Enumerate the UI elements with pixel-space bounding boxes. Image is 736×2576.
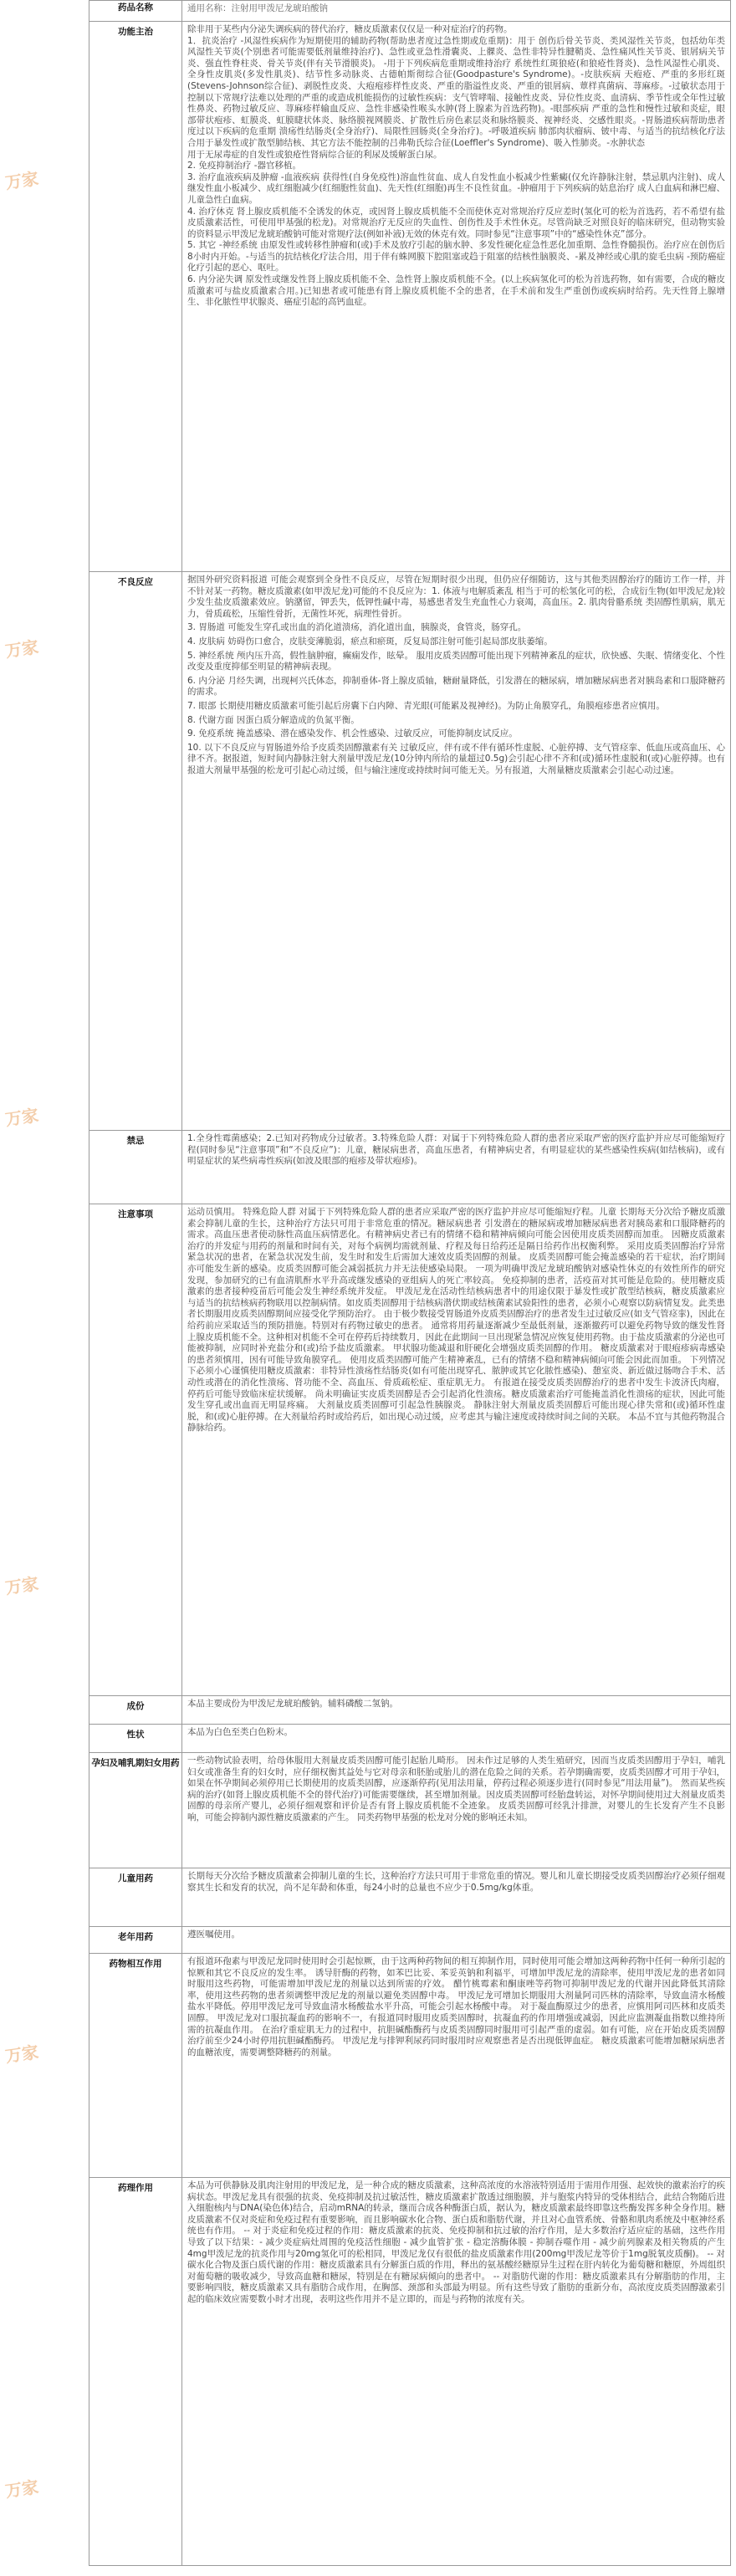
paragraph: 5. 其它 -神经系统 由原发性或转移性肿瘤和(或)手术及放疗引起的脑水肿、多发性硬化症急性恶化加重期、急性脊髓损伤。治疗应在创伤后8小时内开始。-与适当的抗结核化疗法合用，用于伴有蛛网膜下腔阻塞或趋于阻塞的结核性脑膜炎、-累及神经或心肌的旋毛虫病 -预防癌症化疗引起的恶心、呕吐。 — [187, 240, 725, 273]
paragraph: 3. 胃肠道 可能发生穿孔或出血的消化道溃疡，消化道出血，胰腺炎，食管炎，肠穿孔。 — [187, 622, 527, 633]
row-label: 性状 — [89, 1725, 182, 1753]
row-pregnancy — [89, 1753, 731, 1868]
brand-watermark: 万家 — [4, 1107, 40, 1130]
paragraph: 4. 治疗休克 肾上腺皮质机能不全诱发的休克，或因肾上腺皮质机能不全而使休克对常规治疗反应差时(氢化可的松为首选药，若不希望有盐皮质激素活性，可使用甲基强的松龙)。对常规治疗无反应的失血性、创伤性及手术性休克。尽管尚缺乏对照良好的临床研究，但动物实验的资料显示甲泼尼龙琥珀酸钠可能对常规疗法(例如补液)无效的休克有效。同时参见“注意事项”中的“感染性休克”部分。 — [187, 206, 725, 239]
paragraph: 有报道环孢素与甲泼尼龙同时使用时会引起惊厥，由于这两种药物间的相互抑制作用，同时使用可能会增加这两种药物中任何一种所引起的惊厥和其它不良反应的发生率。 诱导肝酶的药物，如苯巴比妥、苯妥英钠和利福平，可增加甲泼尼龙的清除率，使用甲泼尼龙的患者如同时服用这些药物，可能需增加甲泼尼龙的剂量以达到所需的疗效。 醋竹桃霉素和酮康唑等药物可抑制甲泼尼龙的代谢并因此降低其清除率，使用这些药物的患者须调整甲泼尼龙的剂量以避免类固醇中毒。 甲泼尼龙可增加长期服用大剂量阿司匹林的清除率，导致血清水杨酸盐水平降低。停用甲泼尼龙可导致血清水杨酸盐水平升高，可能会引起水杨酸中毒。 对于凝血酶原过少的患者，应慎用阿司匹林和皮质类固醇。 甲泼尼龙对口服抗凝血药的影响不一，有报道同时服用皮质类固醇时，抗凝血药的作用增强或减弱，因此应监测凝血指数以维持所需的抗凝血作用。 在治疗重症肌无力的过程中，抗胆碱酯酶药与皮质类固醇同时服用可引起严重的虚弱。如有可能，应在开始皮质类固醇治疗前至少24小时停用抗胆碱酯酶药。 甲泼尼龙与排钾利尿药同时服用时应观察患者是否出现低钾血症。 糖皮质激素可能增加糖尿病患者的血糖浓度，需要调整降糖药的剂量。 — [187, 1956, 725, 2057]
row-children — [89, 1868, 731, 1927]
row-label: 药物相互作用 — [89, 1954, 182, 2178]
row-composition — [89, 1696, 731, 1725]
paragraph: 2. 免疫抑制治疗 -器官移植。 — [187, 161, 301, 171]
paragraph: 6. 内分泌 月经失调，出现柯兴氏体态，抑制垂体-肾上腺皮质轴，糖耐量降低，引发潜在的糖尿病，增加糖尿病患者对胰岛素和口服降糖药的需求。 — [187, 675, 725, 698]
row-property — [89, 1725, 731, 1753]
paragraph: 一些动物试验表明，给母体服用大剂量皮质类固醇可能引起胎儿畸形。 因未作过足够的人类生殖研究，因而当皮质类固醇用于孕妇，哺乳妇女或准备生育的妇女时，应仔细权衡其益处与它对母亲和胚胎或胎儿的潜在危险之间的关系。若孕期确需要，皮质类固醇才可用于孕妇，如果在怀孕期间必须停用已长期使用的皮质类固醇，应逐渐停药(见用法用量，停药过程必须逐步进行(同时参见“用法用量”)。 然而某些疾病的治疗(如肾上腺皮质机能不全的替代治疗)可能需要继续，甚至增加剂量。因皮质类固醇可经胎盘转运，对怀孕期间使用过大剂量皮质类固醇的母亲所产婴儿，必须仔细观察和评价是否有肾上腺皮质机能不全迹象。 皮质类固醇可经乳汁排泄，对婴儿的生长发育产生不良影响，可能会抑制内源性糖皮质激素的产生。 同类药物甲基强的松龙对分娩的影响还未知。 — [187, 1756, 725, 1822]
drug-info-table — [89, 0, 731, 2566]
property-content: 本品为白色至类白色粉末。 — [182, 1725, 731, 1753]
row-label: 孕妇及哺乳期妇女用药 — [89, 1753, 182, 1868]
paragraph: 10. 以下不良反应与胃肠道外给予皮质类固醇激素有关 过敏反应，伴有或不伴有循环性虚脱、心脏停搏、支气管痉挛、低血压或高血压、心律不齐。据报道，短时间内静脉注射大剂量甲泼尼龙(10分钟内所给的量超过0.5g)会引起心律不齐和(或)循环性虚脱和(或)心脏停搏。也有报道大剂量甲基强的松龙可引起心动过缓，但与输注速度或持续时间可能无关。另有报道，大剂量糖皮质激素会引起心动过速。 — [187, 742, 725, 775]
row-precautions — [89, 1204, 731, 1696]
pregnancy-content — [182, 1753, 731, 1868]
paragraph: 长期每天分次给予糖皮质激素会抑制儿童的生长，这种治疗方法只可用于非常危重的情况。婴儿和儿童长期接受皮质类固醇治疗必须仔细观察其生长和发育的状况，尚不足年龄和体重，每24小时的总量也不应少于0.5mg/kg体重。 — [187, 1871, 725, 1893]
paragraph: 7. 眼部 长期使用糖皮质激素可能引起后房囊下白内障、青光眼(可能累及视神经)。为防止角膜穿孔，角膜疱疹患者应慎用。 — [187, 700, 665, 711]
row-label: 老年用药 — [89, 1927, 182, 1954]
precautions-content — [182, 1204, 731, 1696]
brand-watermark: 万家 — [4, 1575, 40, 1598]
paragraph: 1.全身性霉菌感染；2.已知对药物成分过敏者。3.特殊危险人群：对属于下列特殊危险人群的患者应采取严密的医疗监护并应尽可能缩短疗程(同时参见“注意事项”和“不良反应”)：儿童，糖尿病患者，高血压患者，有精神病史者，有明显症状的某些感染性疾病(如结核病)，或有明显症状的某些病毒性疾病(如波及眼部的疱疹及带状疱疹)。 — [187, 1133, 725, 1167]
paragraph: 1．抗炎治疗 -风湿性疾病作为短期使用的辅助药物(帮助患者度过急性期或危重期)：用于 创伤后骨关节炎、类风湿性关节炎，包括幼年类风湿性关节炎(个别患者可能需要低剂量维持治疗)、急性或亚急性滑囊炎、上髁炎、急性非特异性腱鞘炎、急性痛风性关节炎、银屑病关节炎、强直性脊柱炎、骨关节炎(伴有关节滑膜炎)。 -用于下列疾病危重期或维持治疗 系统性红斑狼疮(和狼疮性肾炎)、急性风湿性心肌炎、全身性皮肌炎(多发性肌炎)、结节性多动脉炎、古德帕斯彻综合征(Goodpasture's Syndrome)。-皮肤疾病 天疱疮、严重的多形红斑(Stevens-Johnson综合征)、剥脱性皮炎、大疱疱疹样性皮炎、严重的脂溢性皮炎、严重的银屑病、蕈样真菌病、荨麻疹。-过敏状态用于控制以下常规疗法难以处理的严重的或造成机能损伤的过敏性疾病：支气管哮喘、接触性皮炎、异位性皮炎、血清病、季节性或全年性过敏性鼻炎、药物过敏反应、荨麻疹样输血反应、急性非感染性喉头水肿(肾上腺素为首选药物)。-眼部疾病 严重的急性和慢性过敏和炎症，眼部带状疱疹、虹膜炎、虹膜睫状体炎、脉络膜视网膜炎、扩散性后房色素层炎和脉络膜炎、视神经炎、交感性眼炎。-胃肠道疾病帮助患者度过以下疾病的危重期 溃疡性结肠炎(全身治疗)、局限性回肠炎(全身治疗)。-呼吸道疾病 肺部肉状瘤病、铍中毒、与适当的抗结核化疗法合用于暴发性或扩散型肺结核、其它方法不能控制的吕弗勒氏综合征(Loeffler's Syndrome)、吸入性肺炎。-水肿状态 — [187, 35, 725, 148]
row-label: 功能主治 — [89, 22, 182, 572]
row-label: 成份 — [89, 1696, 182, 1725]
paragraph: 除非用于某些内分泌失调疾病的替代治疗，糖皮质激素仅仅是一种对症治疗的药物。 — [187, 24, 513, 34]
row-label: 注意事项 — [89, 1204, 182, 1696]
brand-watermark: 万家 — [4, 2043, 40, 2067]
composition-content: 本品主要成份为甲泼尼龙琥珀酸钠。辅料磷酸二氢钠。 — [182, 1696, 731, 1725]
row-adverse-reactions — [89, 572, 731, 1131]
paragraph: 8. 代谢方面 因蛋白质分解造成的负氮平衡。 — [187, 714, 360, 725]
row-label: 药品名称 — [89, 1, 182, 22]
row-elderly — [89, 1927, 731, 1954]
row-label: 儿童用药 — [89, 1868, 182, 1927]
drug-generic-name: 通用名称：注射用甲泼尼龙琥珀酸钠 — [187, 3, 328, 13]
paragraph: 本品为可供静脉及肌肉注射用的甲泼尼龙，是一种合成的糖皮质激素，这种高浓度的水溶液特别适用于需用作用强、起效快的激素治疗的疾病状态。甲泼尼龙具有很强的抗炎、免疫抑制及抗过敏活性，糖皮质激素扩散透过细胞膜，并与胞浆内特异的受体相结合，此结合物随后进入细胞核内与DNA(染色体)结合，启动mRNA的转录，继而合成各种酶蛋白质，据认为，糖皮质激素最终即靠这些酶发挥多种全身作用。糖皮质激素不仅对炎症和免疫过程有重要影响，而且影响碳水化合物、蛋白质和脂肪代谢，并且对心血管系统、骨骼和肌肉系统及中枢神经系统也有作用。 -- 对于炎症和免疫过程的作用：糖皮质激素的抗炎、免疫抑制和抗过敏的治疗作用，是大多数治疗适应症的基础，这些作用导致了以下结果：- 减少炎症病灶周围的免疫活性细胞 - 减少血管扩张 - 稳定溶酶体膜 - 抑制吞噬作用 - 减少前列腺素及相关物质的产生 4mg甲泼尼龙的抗炎作用与20mg氢化可的松相同，甲泼尼龙仅有很低的盐皮质激素作用(200mg甲泼尼龙等价于1mg脱氧皮质酮)。 -- 对碳水化合物及蛋白质代谢的作用：糖皮质激素具有分解蛋白质的作用，释出的氨基酸经糖原异生过程在肝内转化为葡萄糖和糖原，外周组织对葡萄糖的吸收减少，导致高血糖和糖尿，特别是在有糖尿病倾向的患者中。 -- 对脂肪代谢的作用：糖皮质激素具有分解脂肪的作用，主要影响四肢，糖皮质激素又具有脂肪合成作用，在胸部、颈部和头部最为明显。所有这些导致了脂肪的重新分布，高浓度皮质类固醇激素引起的临床效应需要数小时才出现，表明这些作用并不是立即的，而是与药物的浓度有关。 — [187, 2180, 725, 2304]
row-label: 药理作用 — [89, 2178, 182, 2566]
row-contraindications — [89, 1131, 731, 1204]
contraindications-content — [182, 1131, 731, 1204]
drug-name-value — [182, 1, 731, 22]
paragraph: 9. 免疫系统 掩盖感染、潜在感染发作、机会性感染、过敏反应，可能抑制皮试反应。 — [187, 728, 518, 739]
paragraph: 6. 内分泌失调 原发性或继发性肾上腺皮质机能不全、急性肾上腺皮质机能不全。(以上疾病氢化可的松为首选药物，如有需要，合成的糖皮质激素可与盐皮质激素合用。)已知患者或可能患有肾上腺皮质机能不全的患者，在手术前和发生严重创伤或疾病时给药。先天性肾上腺增生、非化脓性甲状腺炎、癌症引起的高钙血症。 — [187, 274, 725, 308]
paragraph: 运动员慎用。 特殊危险人群 对属于下列特殊危险人群的患者应采取严密的医疗监护并应尽可能缩短疗程。儿童 长期每天分次给予糖皮质激素会抑制儿童的生长，这种治疗方法只可用于非常危重的情况。糖尿病患者 引发潜在的糖尿病或增加糖尿病患者对胰岛素和口服降糖药的需求。高血压患者使动脉性高血压病情恶化。有精神病史者已有的情绪不稳和精神病倾向可能会因使用皮质类固醇而加重。 因糖皮质激素治疗的并发症与用药的剂量和时间有关，对每个病例均需就剂量、疗程及每日给药还是隔日给药作出权衡利弊。 采用皮质类固醇治疗异常紧急状况的患者，在紧急状况发生前，发生时和发生后需加大速效皮质类固醇的剂量。 皮质类固醇可能会掩盖感染的若干症状，治疗期间亦可能发生新的感染。皮质类固醇可能会减弱抵抗力并无法使感染局限。 一项为明确甲泼尼龙琥珀酸钠对感染性休克的有效性所作的研究发现，参加研究的已有血清肌酐水平升高或继发感染的亚组病人的死亡率较高。 免疫抑制的患者，活疫苗对其可能是危险的。使用糖皮质激素的患者接种疫苗后可能会发生神经系统并发症。 甲泼尼龙在活动性结核病患者中的用途仅限于暴发性或扩散型结核病，糖皮质激素应与适当的抗结核病药物联用以控制病情。如皮质类固醇用于结核病潜伏期或结核菌素试验阳性的患者，必须小心观察以防病情复发。此类患者长期服用皮质类固醇期间应接受化学预防治疗。 由于极少数接受胃肠道外皮质类固醇治疗的患者发生过过敏反应(如支气管痉挛)，因此在给药前应采取适当的预防措施。特别对有药物过敏史的患者。 通常将用药量逐渐减少至最低剂量，逐渐撤药可以避免药物导致的继发性肾上腺皮质机能不全。这种相对机能不全可在停药后持续数月，因此在此期间一旦出现紧急情况应恢复使用药物。由于盐皮质激素的分泌也可能被抑制，应同时补充盐分和(或)给予盐皮质激素。 甲状腺功能减退和肝硬化会增强皮质类固醇的作用。 糖皮质激素对于眼疱疹病毒感染的患者须慎用，因有可能导致角膜穿孔。 使用皮质类固醇可能产生精神紊乱，已有的情绪不稳和精神病倾向可能会因此而加重。 下列情况下必须小心谨慎使用糖皮质激素：非特异性溃疡性结肠炎(如有可能出现穿孔、脓肿或其它化脓性感染)、憩室炎、新近做过肠吻合手术、活动性或潜在的消化性溃疡、肾功能不全、高血压、骨质疏松症、重症肌无力。 有报道在接受皮质类固醇治疗的患者中发生卡波济氏肉瘤，停药后可能导致临床症状缓解。 尚未明确证实皮质类固醇是否会引起消化性溃疡。糖皮质激素治疗可能掩盖消化性溃疡的症状，因此可能发生穿孔或出血而无明显疼痛。 大剂量皮质类固醇可引起急性胰腺炎。 静脉注射大剂量皮质类固醇后可能出现心律失常和(或)循环性虚脱，和(或)心脏停搏。在大剂量给药时或给药后，如出现心动过缓，应考虑其与输注速度或持续时间之间的关联。 本品不宜与其他药物混合静脉给药。 — [187, 1207, 725, 1434]
row-drug-name — [89, 1, 731, 22]
brand-watermark: 万家 — [4, 638, 40, 662]
paragraph: 用于无尿毒症的自发性或狼疮性肾病综合征的利尿及缓解蛋白尿。 — [187, 149, 442, 160]
adverse-content — [182, 572, 731, 1131]
brand-watermark: 万家 — [4, 170, 40, 193]
row-interactions — [89, 1954, 731, 2178]
children-content — [182, 1868, 731, 1927]
brand-watermark: 万家 — [4, 2478, 40, 2502]
interactions-content — [182, 1954, 731, 2178]
row-label: 禁忌 — [89, 1131, 182, 1204]
elderly-content: 遵医嘱使用。 — [182, 1927, 731, 1954]
row-pharmacology — [89, 2178, 731, 2566]
row-functions — [89, 22, 731, 572]
paragraph: 3. 治疗血液疾病及肿瘤 -血液疾病 获得性(自身免疫性)溶血性贫血、成人自发性血小板减少性紫癜(仅允许静脉注射，禁忌肌内注射)、成人继发性血小板减少、成红细胞减少(红细胞性贫血)、先天性(红细胞)再生不良性贫血。-肿瘤用于下列疾病的姑息治疗 成人白血病和淋巴瘤、儿童急性白血病。 — [187, 171, 726, 205]
paragraph: 5. 神经系统 颅内压升高，假性脑肿瘤，癫痫发作，眩晕。 服用皮质类固醇可能出现下列精神紊乱的症状，欣快感、失眠、情绪变化、个性改变及重度抑郁至明显的精神病表现。 — [187, 650, 725, 672]
pharmacology-content — [182, 2178, 731, 2566]
functions-content — [182, 22, 731, 572]
paragraph: 据国外研究资料报道 可能会观察到全身性不良反应，尽管在短期时很少出现，但仍应仔细随访，这与其他类固醇治疗的随访工作一样，并不针对某一药物。糖皮质激素(如甲泼尼龙)可能的不良反应为：1. 体液与电解质紊乱 相当于可的松氢化可的松，合成衍生物(如甲泼尼龙)较少发生盐皮质激素效应。钠潴留，钾丢失，低钾性碱中毒，易感患者发生充血性心力衰竭，高血压。2. 肌肉骨骼系统 类固醇性肌病，肌无力，骨质疏松，压缩性骨折，无菌性坏死，病理性骨折。 — [187, 575, 725, 619]
row-label: 不良反应 — [89, 572, 182, 1131]
paragraph: 4. 皮肤病 妨碍伤口愈合，皮肤变薄脆弱，瘀点和瘀斑，反复局部注射可能引起局部皮肤萎缩。 — [187, 636, 553, 647]
